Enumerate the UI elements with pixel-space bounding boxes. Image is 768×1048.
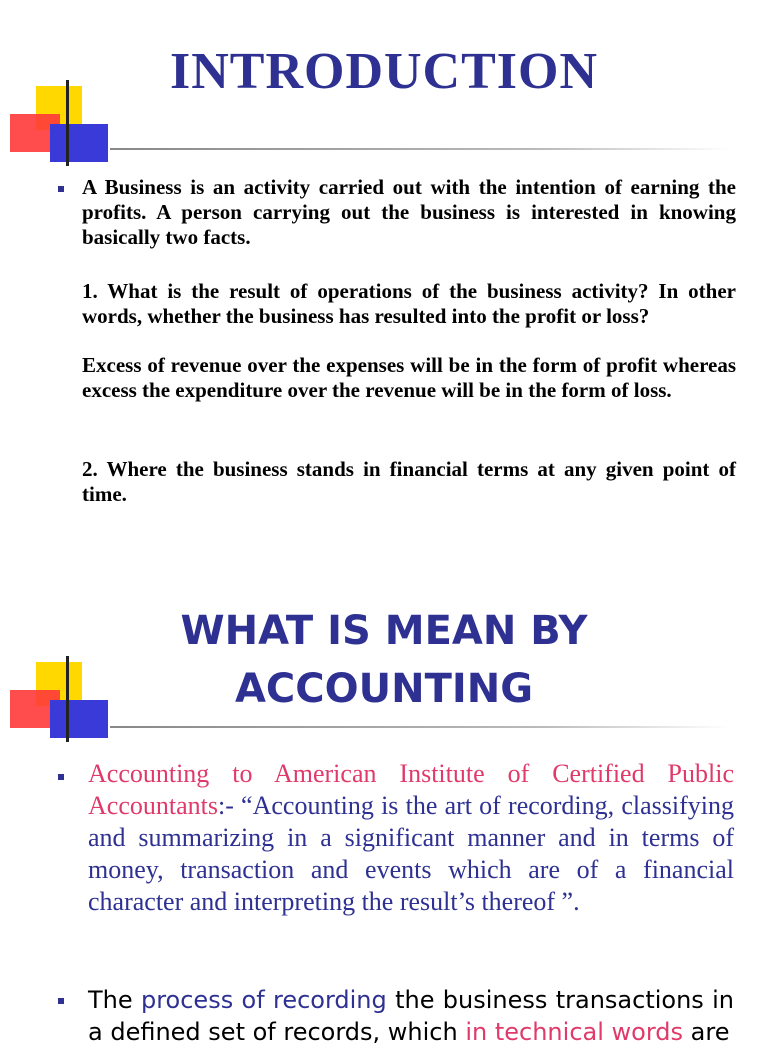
definition-separator: :-	[217, 791, 242, 820]
process-paragraph	[88, 984, 734, 1048]
logo-blue-square	[50, 700, 108, 738]
title-divider	[110, 148, 730, 150]
decorative-logo	[8, 662, 128, 742]
slide-accounting-definition	[0, 590, 768, 1046]
definition-source: Accounting to American Institute of Certified Public Accountants	[88, 759, 734, 820]
point-2: 2. Where the business stands in financial terms at any given point of time.	[82, 457, 736, 506]
process-of-recording: process of recording	[140, 986, 387, 1014]
slide-title: INTRODUCTION	[169, 43, 599, 100]
bullet-icon	[58, 186, 64, 192]
title-divider	[110, 726, 730, 728]
point-1-explanation: Excess of revenue over the expenses will be in the form of profit whereas excess the expenditure over the revenue will be in the form of loss.	[82, 353, 736, 402]
process-text-middle: the business transactions in a defined set of records, which	[88, 986, 735, 1046]
logo-blue-square	[50, 124, 108, 162]
logo-vertical-line	[66, 656, 69, 742]
title-line-2: ACCOUNTING	[234, 666, 534, 712]
process-text-end: are	[683, 1018, 730, 1046]
intro-paragraph: A Business is an activity carried out with the intention of earning the profits. A person carrying out the business is interested in knowing basically two facts.	[82, 175, 736, 249]
process-text-start: The	[88, 986, 141, 1014]
decorative-logo	[8, 86, 128, 166]
logo-vertical-line	[66, 80, 69, 166]
title-line-1: WHAT IS MEAN BY	[180, 608, 588, 654]
point-1-question: 1. What is the result of operations of the business activity? In other words, whether the business has resulted into the profit or loss?	[82, 279, 736, 328]
accounting-definition	[88, 758, 734, 918]
bullet-icon	[58, 998, 64, 1004]
definition-quote: “Accounting is the art of recording, classifying and summarizing in a significant manner and in terms of money, transaction and events which are of a financial character and interpreting the result’s thereof ”.	[88, 791, 734, 916]
technical-words: in technical words	[465, 1018, 684, 1046]
bullet-icon	[58, 774, 64, 780]
